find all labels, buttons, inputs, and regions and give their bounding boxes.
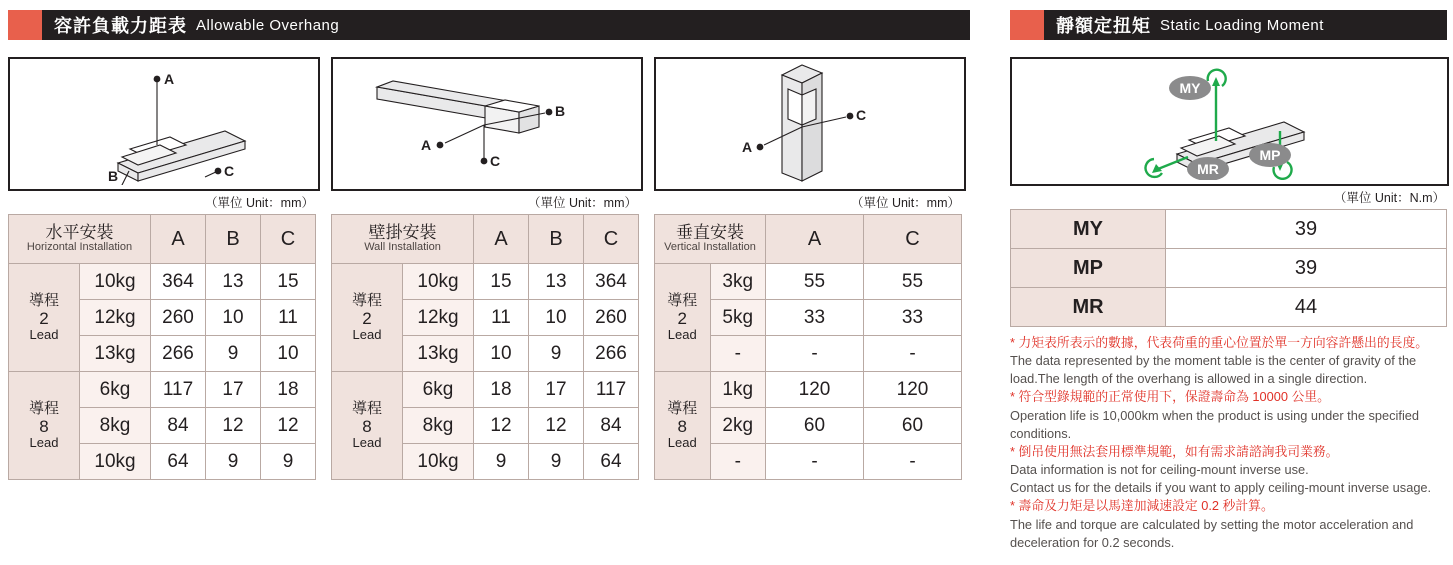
moment-label: MY (1011, 210, 1166, 249)
column-header-a: A (766, 215, 864, 264)
value-cell: 33 (766, 300, 864, 336)
note-line: The data represented by the moment table is the center of gravity of the load.The length of the overhang is allowed in a single direction. (1010, 353, 1417, 387)
diagram-point-a (154, 76, 161, 83)
vertical-head-cell (655, 215, 766, 264)
value-cell: 9 (206, 444, 261, 480)
diagram-point-c (847, 113, 854, 120)
load-cell: 10kg (403, 264, 474, 300)
lead-en: Lead (667, 435, 697, 451)
value-cell: 12 (261, 408, 316, 444)
value-cell: 117 (151, 372, 206, 408)
value-cell: 260 (151, 300, 206, 336)
value-cell: 9 (474, 444, 529, 480)
value-cell: 64 (151, 444, 206, 480)
column-header-a: A (474, 215, 529, 264)
lead-group-2 (655, 264, 711, 372)
value-cell: 10 (206, 300, 261, 336)
diagram-point-c (215, 168, 222, 175)
table-row (655, 372, 962, 408)
static-loading-moment-panel (1010, 10, 1447, 552)
lead-en: Lead (29, 327, 59, 343)
lead-en: Lead (667, 327, 697, 343)
column-header-c: C (584, 215, 639, 264)
value-cell: 10 (474, 336, 529, 372)
wall-installation-diagram (331, 57, 643, 191)
value-cell: 55 (864, 264, 962, 300)
head-zh: 垂直安裝 (676, 223, 744, 243)
load-cell: 1kg (710, 372, 766, 408)
lead-number: 8 (39, 416, 49, 436)
header-color-swatch (1010, 10, 1044, 40)
value-cell: 12 (206, 408, 261, 444)
value-cell: 84 (584, 408, 639, 444)
moment-value: 44 (1166, 288, 1447, 327)
panel-title-zh: 靜額定扭矩 (1056, 16, 1151, 36)
value-cell: 55 (766, 264, 864, 300)
head-zh: 壁掛安裝 (368, 223, 437, 243)
lead-number: 2 (39, 308, 49, 328)
value-cell: 13 (206, 264, 261, 300)
table-row (9, 372, 316, 408)
lead-zh: 導程 (667, 399, 698, 417)
lead-zh: 導程 (28, 291, 59, 309)
unit-note-vertical: （單位 Unit：mm） (850, 196, 960, 210)
note-line: Data information is not for ceiling-mount inverse use. (1010, 462, 1309, 478)
value-cell: - (766, 444, 864, 480)
overhang-tables-row (8, 214, 970, 480)
moment-value: 39 (1166, 210, 1447, 249)
value-cell: 10 (529, 300, 584, 336)
load-cell: - (710, 444, 766, 480)
vertical-overhang-table (654, 214, 962, 480)
moment-value: 39 (1166, 249, 1447, 288)
value-cell: 364 (151, 264, 206, 300)
horizontal-overhang-table (8, 214, 316, 480)
allowable-overhang-header (8, 10, 970, 40)
value-cell: 9 (261, 444, 316, 480)
note-line: * 符合型錄規範的正常使用下，保證壽命為 10000 公里。 (1010, 389, 1330, 405)
diagram-label-a: A (742, 139, 753, 155)
lead-zh: 導程 (351, 291, 382, 309)
value-cell: 120 (864, 372, 962, 408)
head-en: Horizontal Installation (26, 241, 133, 254)
note-line: * 力矩表所表示的數據，代表荷重的重心位置於單一方向容許懸出的長度。 (1010, 335, 1429, 350)
load-cell: 6kg (80, 372, 151, 408)
table-header-row (9, 215, 316, 264)
value-cell: 120 (766, 372, 864, 408)
diagram-label-c: C (490, 153, 501, 169)
lead-group-2 (9, 264, 80, 372)
diagram-point-a (757, 144, 764, 151)
load-cell: 10kg (80, 264, 151, 300)
diagram-label-my: MY (1179, 80, 1201, 96)
column-header-b: B (529, 215, 584, 264)
column-header-c: C (261, 215, 316, 264)
value-cell: 12 (474, 408, 529, 444)
lead-group-8 (332, 372, 403, 480)
load-cell: 12kg (403, 300, 474, 336)
value-cell: 15 (261, 264, 316, 300)
load-cell: 2kg (710, 408, 766, 444)
overhang-diagram-row (8, 57, 970, 214)
value-cell: 18 (261, 372, 316, 408)
unit-note-wall: （單位 Unit：mm） (527, 196, 637, 210)
moment-label: MR (1011, 288, 1166, 327)
wall-head-cell (332, 215, 474, 264)
diagram-point-c (481, 158, 488, 165)
static-loading-moment-diagram (1010, 57, 1449, 186)
value-cell: - (864, 444, 962, 480)
moment-notes (1010, 334, 1447, 552)
unit-note-horizontal: （單位 Unit：mm） (204, 196, 314, 210)
vertical-installation-diagram (654, 57, 966, 191)
lead-number: 2 (677, 308, 687, 328)
lead-zh: 導程 (28, 399, 59, 417)
value-cell: 84 (151, 408, 206, 444)
column-header-b: B (206, 215, 261, 264)
page-title-zh: 容許負載力距表 (54, 16, 187, 36)
wall-overhang-table (331, 214, 639, 480)
lead-en: Lead (29, 435, 59, 451)
value-cell: - (864, 336, 962, 372)
value-cell: 9 (529, 336, 584, 372)
static-loading-moment-header (1010, 10, 1447, 40)
note-line: * 倒吊使用無法套用標準規範，如有需求請諮詢我司業務。 (1010, 443, 1339, 459)
table-header-row (655, 215, 962, 264)
load-cell: 13kg (403, 336, 474, 372)
diagram-label-mr: MR (1197, 161, 1219, 177)
note-line: * 壽命及力矩是以馬達加減速設定 0.2 秒計算。 (1010, 498, 1274, 514)
table-row (1011, 288, 1447, 327)
page-title-en: Allowable Overhang (196, 16, 340, 34)
head-en: Vertical Installation (664, 241, 756, 254)
value-cell: 64 (584, 444, 639, 480)
value-cell: 15 (474, 264, 529, 300)
table-row (9, 264, 316, 300)
lead-number: 2 (362, 308, 372, 328)
lead-en: Lead (352, 327, 382, 343)
note-line: Operation life is 10,000km when the product is using under the specified conditions. (1010, 407, 1420, 441)
value-cell: 11 (474, 300, 529, 336)
diagram-label-c: C (224, 163, 235, 179)
lead-group-8 (655, 372, 711, 480)
moment-label: MP (1011, 249, 1166, 288)
load-cell: 12kg (80, 300, 151, 336)
diagram-label-b: B (108, 168, 119, 184)
diagram-label-a: A (164, 71, 175, 87)
value-cell: - (766, 336, 864, 372)
lead-group-2 (332, 264, 403, 372)
value-cell: 60 (864, 408, 962, 444)
load-cell: 5kg (710, 300, 766, 336)
allowable-overhang-panel (8, 10, 970, 480)
header-title-bar (1044, 10, 1447, 40)
value-cell: 60 (766, 408, 864, 444)
value-cell: 266 (151, 336, 206, 372)
horizontal-head-cell (9, 215, 151, 264)
head-en: Wall Installation (364, 241, 441, 254)
table-row (332, 264, 639, 300)
value-cell: 117 (584, 372, 639, 408)
lead-number: 8 (362, 416, 372, 436)
lead-number: 8 (677, 416, 687, 436)
note-line: The life and torque are calculated by setting the motor acceleration and deceleration for 0.2 seconds. (1010, 516, 1414, 550)
lead-zh: 導程 (351, 399, 382, 417)
load-cell: 10kg (80, 444, 151, 480)
value-cell: 260 (584, 300, 639, 336)
lead-zh: 導程 (667, 291, 698, 309)
load-cell: 10kg (403, 444, 474, 480)
panel-title-en: Static Loading Moment (1160, 16, 1324, 34)
load-cell: 8kg (80, 408, 151, 444)
diagram-label-b: B (555, 103, 566, 119)
value-cell: 18 (474, 372, 529, 408)
load-cell: - (710, 336, 766, 372)
load-cell: 6kg (403, 372, 474, 408)
table-row (332, 372, 639, 408)
table-row (655, 264, 962, 300)
horizontal-installation-diagram (8, 57, 320, 191)
table-row (1011, 210, 1447, 249)
value-cell: 17 (206, 372, 261, 408)
value-cell: 12 (529, 408, 584, 444)
header-title-bar (42, 10, 970, 40)
value-cell: 364 (584, 264, 639, 300)
value-cell: 11 (261, 300, 316, 336)
head-zh: 水平安裝 (45, 223, 114, 243)
value-cell: 266 (584, 336, 639, 372)
table-header-row (332, 215, 639, 264)
note-line: Contact us for the details if you want to apply ceiling-mount inverse usage. (1010, 480, 1432, 496)
diagram-label-c: C (856, 107, 867, 123)
column-header-a: A (151, 215, 206, 264)
diagram-label-a: A (421, 137, 432, 153)
value-cell: 9 (206, 336, 261, 372)
value-cell: 13 (529, 264, 584, 300)
value-cell: 10 (261, 336, 316, 372)
load-cell: 13kg (80, 336, 151, 372)
value-cell: 33 (864, 300, 962, 336)
value-cell: 17 (529, 372, 584, 408)
table-row (1011, 249, 1447, 288)
header-color-swatch (8, 10, 42, 40)
load-cell: 3kg (710, 264, 766, 300)
diagram-point-b (546, 109, 553, 116)
diagram-point-a (437, 142, 444, 149)
unit-note-moment: （單位 Unit：N.m） (1333, 191, 1445, 205)
load-cell: 8kg (403, 408, 474, 444)
lead-group-8 (9, 372, 80, 480)
static-loading-moment-table (1010, 209, 1447, 327)
diagram-label-mp: MP (1259, 147, 1281, 163)
value-cell: 9 (529, 444, 584, 480)
column-header-c: C (864, 215, 962, 264)
lead-en: Lead (352, 435, 382, 451)
